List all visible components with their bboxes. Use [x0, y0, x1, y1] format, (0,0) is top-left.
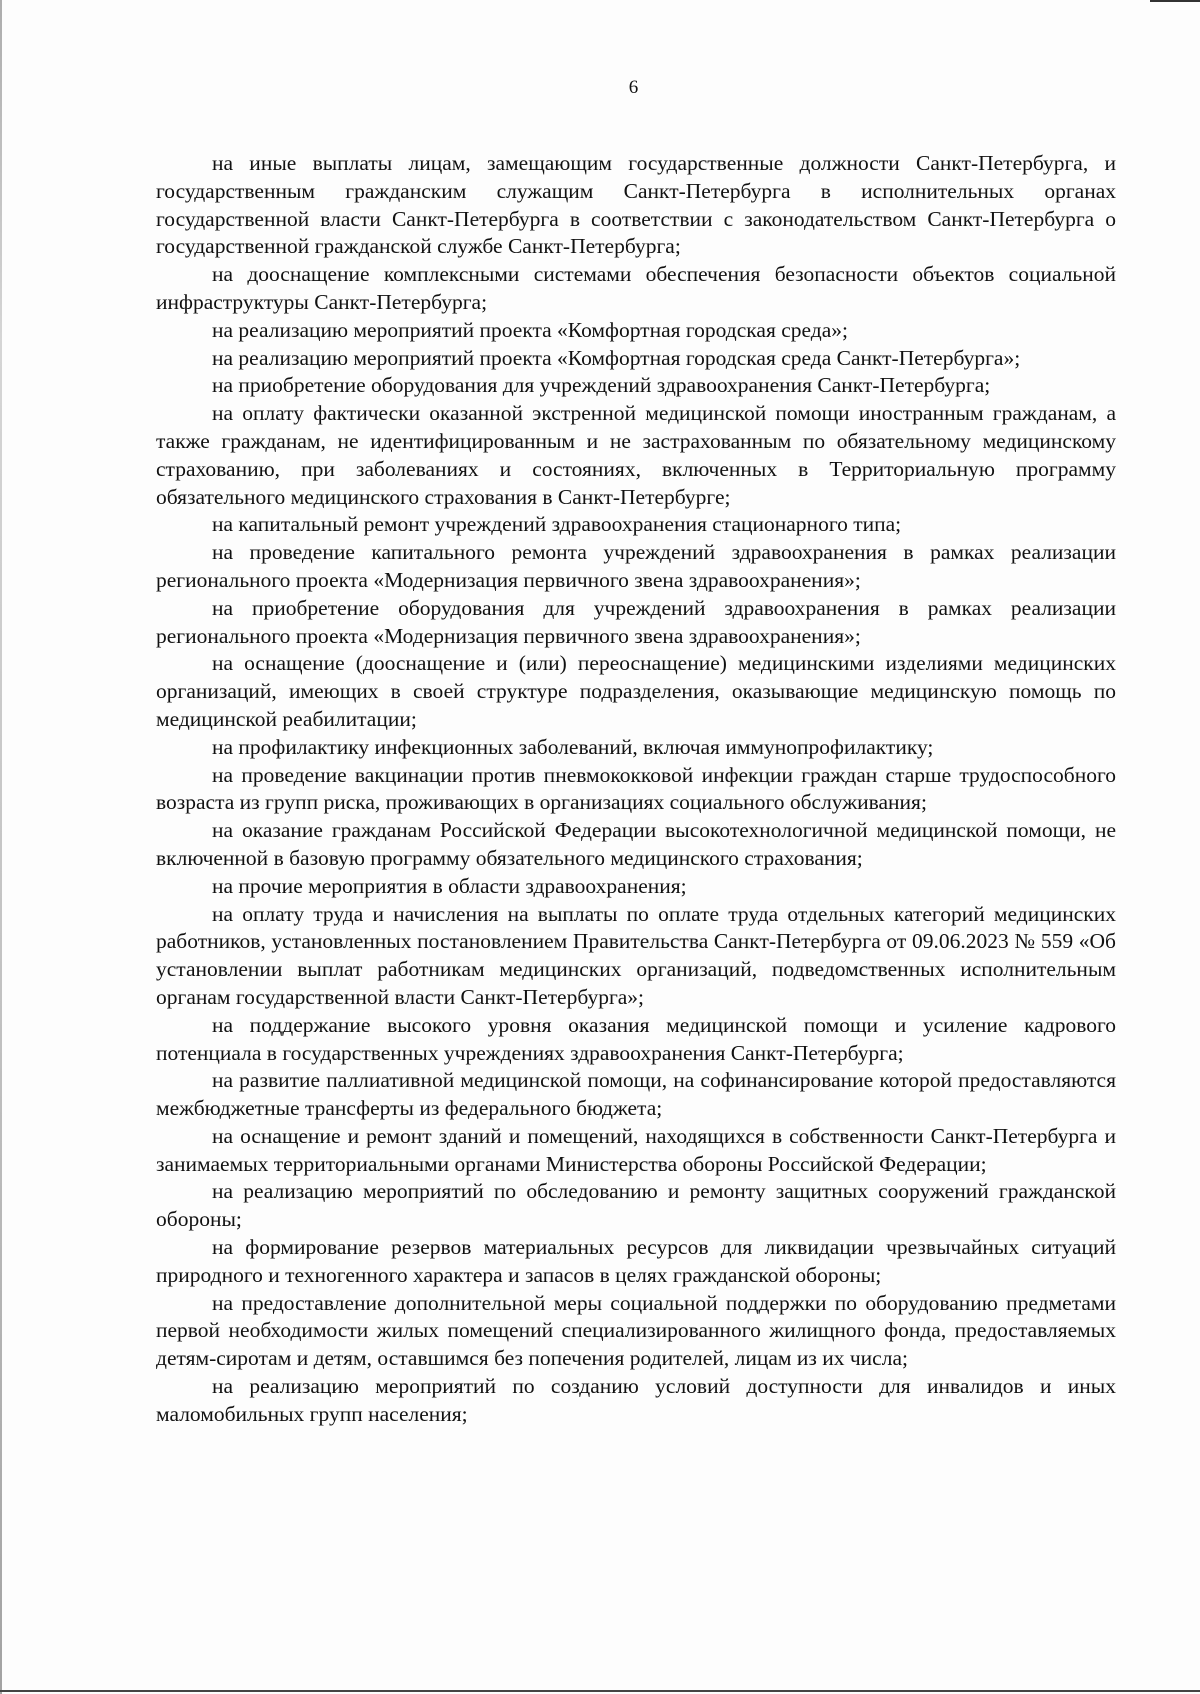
scan-edge-top: [1150, 0, 1200, 2]
paragraph: на реализацию мероприятий по созданию условий доступности для инвалидов и иных маломобильных групп населения;: [156, 1374, 1116, 1426]
paragraph: на проведение вакцинации против пневмококковой инфекции граждан старше трудоспособного возраста из групп риска, проживающих в организациях социального обслуживания;: [156, 762, 1116, 815]
paragraph: на поддержание высокого уровня оказания медицинской помощи и усиление кадрового потенциала в государственных учреждениях здравоохранения Санкт-Петербурга;: [156, 1012, 1116, 1065]
paragraph: на реализацию мероприятий по обследованию и ремонту защитных сооружений гражданской обороны;: [156, 1179, 1116, 1232]
paragraph: на капитальный ремонт учреждений здравоохранения стационарного типа;: [212, 512, 902, 537]
paragraph: на профилактику инфекционных заболеваний, включая иммунопрофилактику;: [212, 734, 934, 759]
page-number: 6: [628, 77, 639, 98]
scan-edge-bottom: [0, 1690, 1200, 1692]
paragraph: на предоставление дополнительной меры социальной поддержки по оборудованию предметами первой необходимости жилых помещений специализированного жилищного фонда, предоставляемых детям-сиротам и детям, оставшимся без попечения родителей, лицам из их числа;: [156, 1290, 1116, 1371]
paragraph: на развитие паллиативной медицинской помощи, на софинансирование которой предоставляются межбюджетные трансферты из федерального бюджета;: [156, 1068, 1116, 1121]
paragraph: на реализацию мероприятий проекта «Комфортная городская среда Санкт-Петербурга»;: [212, 345, 1021, 370]
paragraph: на оплату фактически оказанной экстренной медицинской помощи иностранным гражданам, а также гражданам, не идентифицированным и не застрахованным по обязательному медицинскому страхованию, при заболеваниях и состояниях, включенных в Территориальную программу обязательного медицинского страхования в Санкт-Петербурге;: [156, 401, 1116, 509]
body-text: [156, 150, 1116, 1429]
paragraph: на приобретение оборудования для учреждений здравоохранения в рамках реализации регионального проекта «Модернизация первичного звена здравоохранения»;: [156, 595, 1116, 648]
paragraph: на оснащение (дооснащение и (или) переоснащение) медицинскими изделиями медицинских организаций, имеющих в своей структуре подразделения, оказывающие медицинскую помощь по медицинской реабилитации;: [156, 651, 1116, 731]
scan-edge-left: [0, 0, 2, 1694]
paragraph: на оплату труда и начисления на выплаты по оплате труда отдельных категорий медицинских работников, установленных постановлением Правительства Санкт-Петербурга от 09.06.2023 № 559 «Об установлении выплат работникам медицинских организаций, подведомственных исполнительным органам государственной власти Санкт-Петербурга»;: [156, 901, 1116, 1009]
paragraph: на иные выплаты лицам, замещающим государственные должности Санкт-Петербурга, и государственным гражданским служащим Санкт-Петербурга в исполнительных органах государственной власти Санкт-Петербурга в соответствии с законодательством Санкт-Петербурга о государственной гражданской службе Санкт-Петербурга;: [156, 151, 1116, 259]
paragraph: на формирование резервов материальных ресурсов для ликвидации чрезвычайных ситуаций природного и техногенного характера и запасов в целях гражданской обороны;: [156, 1235, 1116, 1287]
paragraph: на реализацию мероприятий проекта «Комфортная городская среда»;: [212, 317, 848, 342]
paragraph: на оказание гражданам Российской Федерации высокотехнологичной медицинской помощи, не включенной в базовую программу обязательного медицинского страхования;: [156, 818, 1116, 870]
paragraph: на дооснащение комплексными системами обеспечения безопасности объектов социальной инфраструктуры Санкт-Петербурга;: [156, 262, 1116, 314]
paragraph: на проведение капитального ремонта учреждений здравоохранения в рамках реализации регионального проекта «Модернизация первичного звена здравоохранения»;: [156, 540, 1116, 592]
paragraph: на прочие мероприятия в области здравоохранения;: [212, 873, 687, 898]
paragraph: на оснащение и ремонт зданий и помещений, находящихся в собственности Санкт-Петербурга и занимаемых территориальными органами Министерства обороны Российской Федерации;: [156, 1123, 1116, 1176]
paragraph: на приобретение оборудования для учреждений здравоохранения Санкт-Петербурга;: [212, 373, 991, 398]
